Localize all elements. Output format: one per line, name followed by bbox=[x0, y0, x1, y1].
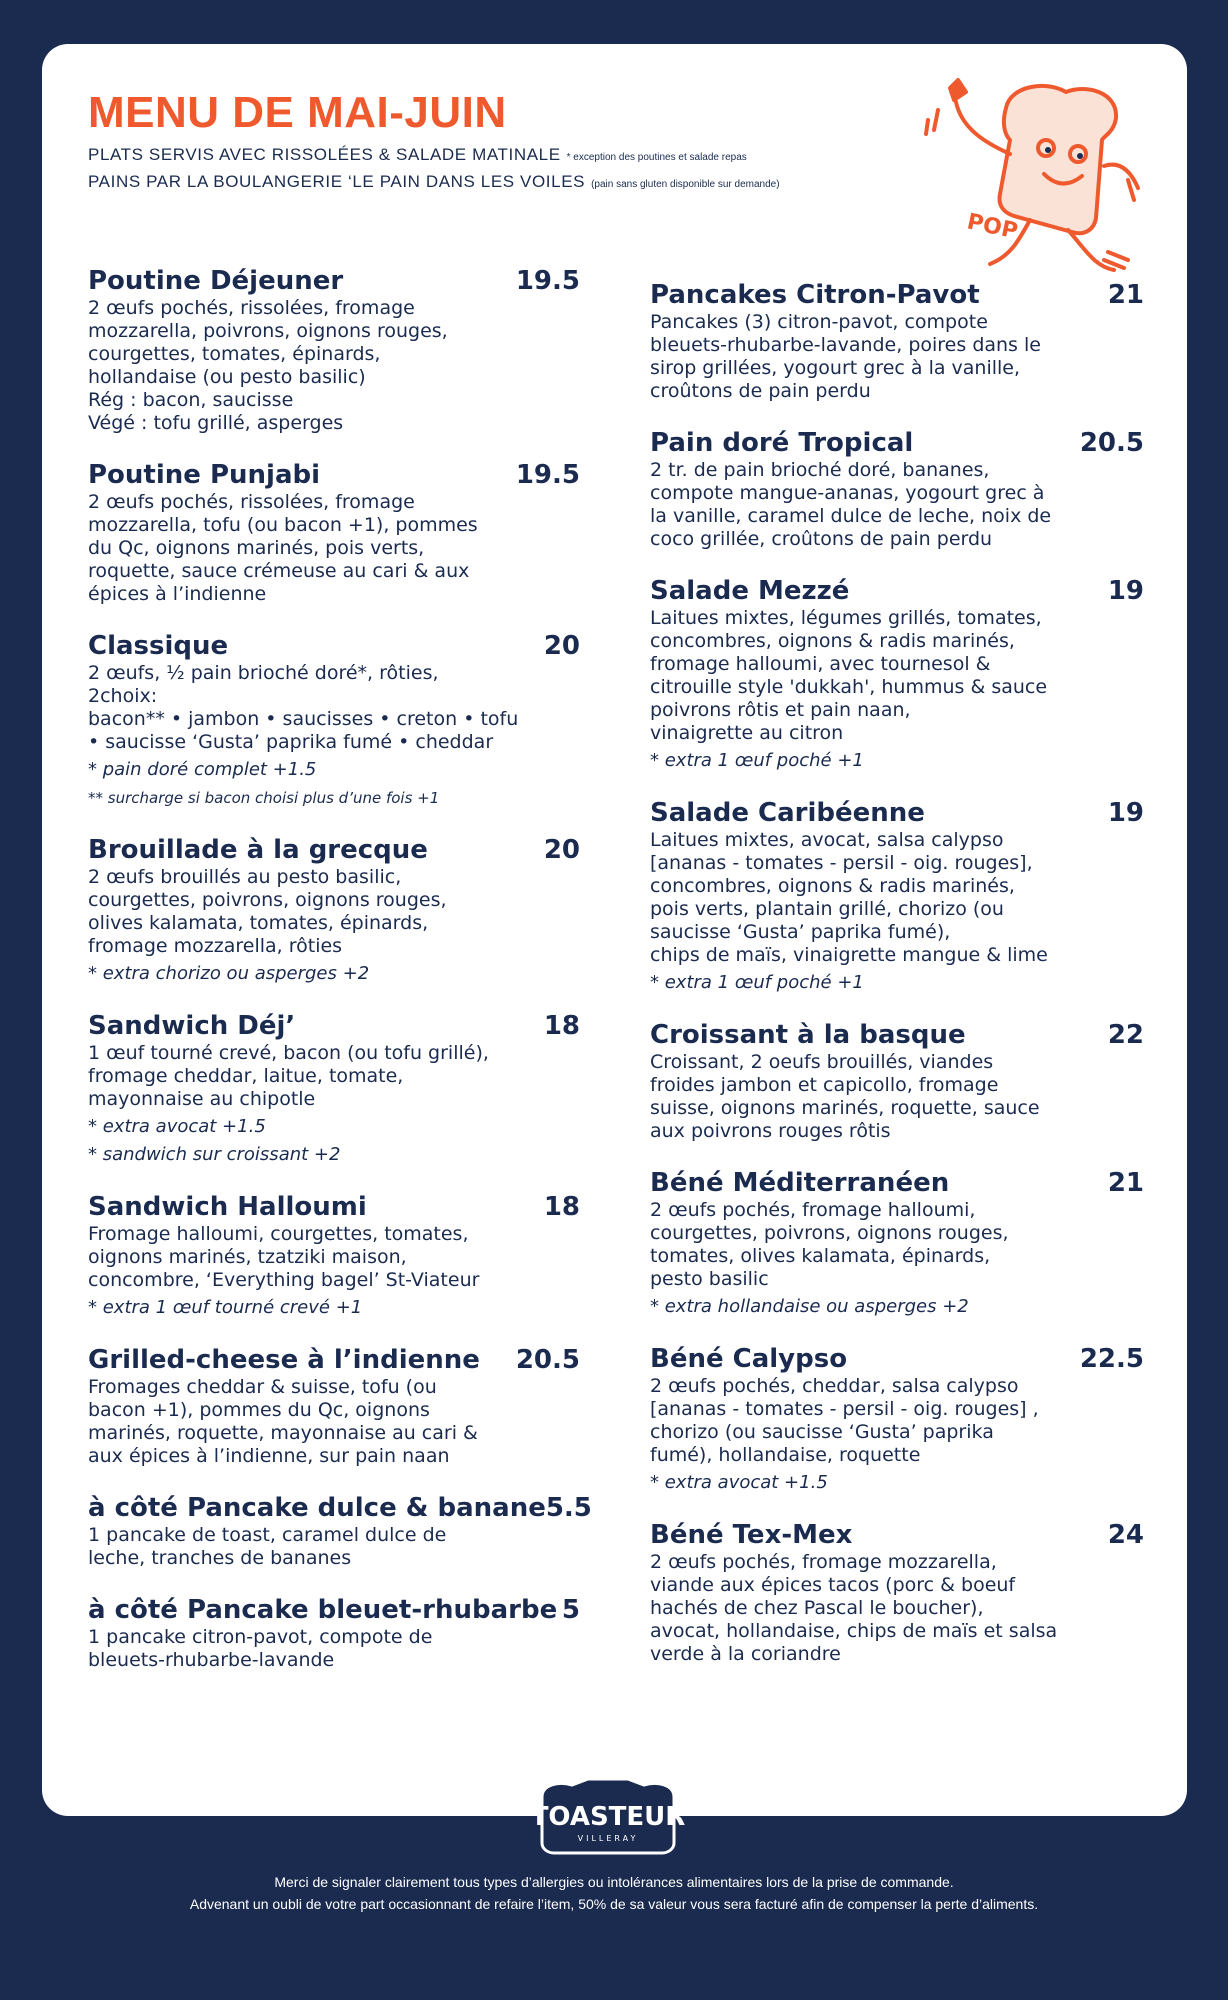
menu-item bbox=[88, 1011, 580, 1167]
description-line: citrouille style 'dukkah', hummus & sauce bbox=[650, 676, 1048, 698]
pop-text: POP bbox=[964, 209, 1020, 245]
menu-item-header bbox=[650, 1020, 1144, 1050]
menu-item bbox=[88, 1192, 580, 1320]
menu-item bbox=[88, 1595, 580, 1672]
menu-item bbox=[650, 576, 1144, 773]
menu-item-footnote: ** surcharge si bacon choisi plus d’une fois +1 bbox=[88, 789, 440, 807]
menu-item-name: Classique bbox=[88, 631, 229, 661]
menu-column-left bbox=[88, 266, 592, 1697]
menu-item-price: 5.5 bbox=[545, 1493, 592, 1523]
menu-item-price: 20.5 bbox=[1079, 428, 1144, 458]
menu-item-description bbox=[88, 1524, 580, 1570]
menu-item bbox=[650, 1344, 1144, 1495]
menu-item-description bbox=[650, 607, 1144, 745]
menu-item-header bbox=[650, 1520, 1144, 1550]
menu-item-name: Sandwich Halloumi bbox=[88, 1192, 367, 1222]
description-line: courgettes, tomates, épinards, bbox=[88, 343, 381, 365]
menu-item bbox=[650, 428, 1144, 551]
menu-item-description bbox=[88, 1042, 580, 1111]
description-line: hollandaise (ou pesto basilic) bbox=[88, 366, 366, 388]
description-line: Croissant, 2 oeufs brouillés, viandes bbox=[650, 1051, 994, 1073]
menu-item-name: Brouillade à la grecque bbox=[88, 835, 428, 865]
subtitle-bakery bbox=[88, 172, 780, 192]
logo-sub: VILLERAY bbox=[577, 1834, 639, 1843]
description-line: verde à la coriandre bbox=[650, 1643, 841, 1665]
description-line: pesto basilic bbox=[650, 1268, 769, 1290]
description-line: Pancakes (3) citron-pavot, compote bbox=[650, 311, 988, 333]
description-line: Rég : bacon, saucisse bbox=[88, 389, 294, 411]
menu-item-description bbox=[650, 1375, 1144, 1467]
description-line: Laitues mixtes, légumes grillés, tomates, bbox=[650, 607, 1042, 629]
description-line: courgettes, poivrons, oignons rouges, bbox=[88, 889, 447, 911]
subtitle-sides-text: PLATS SERVIS AVEC RISSOLÉES & SALADE MATINALE bbox=[88, 145, 561, 164]
menu-item-name: Béné Méditerranéen bbox=[650, 1168, 950, 1198]
menu-item bbox=[650, 1520, 1144, 1666]
description-line: compote mangue-ananas, yogourt grec à bbox=[650, 482, 1045, 504]
menu-item-name: Béné Calypso bbox=[650, 1344, 848, 1374]
menu-item-price: 22.5 bbox=[1079, 1344, 1144, 1374]
description-line: mozzarella, tofu (ou bacon +1), pommes bbox=[88, 514, 478, 536]
menu-item-description bbox=[88, 1626, 580, 1672]
description-line: saucisse ‘Gusta’ paprika fumé), bbox=[650, 921, 951, 943]
description-line: la vanille, caramel dulce de leche, noix de bbox=[650, 505, 1052, 527]
description-line: hachés de chez Pascal le boucher), bbox=[650, 1597, 984, 1619]
description-line: 1 pancake citron-pavot, compote de bbox=[88, 1626, 433, 1648]
description-line: bleuets-rhubarbe-lavande, poires dans le bbox=[650, 334, 1041, 356]
menu-item-header bbox=[88, 631, 580, 661]
menu-item-header bbox=[88, 1345, 580, 1375]
menu-item-note: * pain doré complet +1.5 bbox=[88, 759, 317, 780]
description-line: Végé : tofu grillé, asperges bbox=[88, 412, 344, 434]
menu-item-description bbox=[650, 459, 1144, 551]
menu-item bbox=[650, 798, 1144, 995]
menu-item-name: Béné Tex-Mex bbox=[650, 1520, 853, 1550]
description-line: leche, tranches de bananes bbox=[88, 1547, 352, 1569]
menu-item bbox=[88, 1493, 592, 1570]
menu-item-price: 21 bbox=[1107, 280, 1144, 310]
menu-item-price: 20 bbox=[543, 835, 580, 865]
description-line: bleuets-rhubarbe-lavande bbox=[88, 1649, 335, 1671]
menu-item-name: Salade Caribéenne bbox=[650, 798, 925, 828]
menu-item-name: à côté Pancake dulce & banane bbox=[88, 1493, 546, 1523]
menu-item bbox=[650, 1020, 1144, 1143]
description-line: Fromage halloumi, courgettes, tomates, bbox=[88, 1223, 469, 1245]
menu-item bbox=[88, 266, 580, 435]
menu-item-header bbox=[650, 1168, 1144, 1198]
description-line: courgettes, poivrons, oignons rouges, bbox=[650, 1222, 1009, 1244]
description-line: oignons marinés, tzatziki maison, bbox=[88, 1246, 407, 1268]
description-line: croûtons de pain perdu bbox=[650, 380, 871, 402]
description-line: fromage halloumi, avec tournesol & bbox=[650, 653, 991, 675]
menu-item-description bbox=[88, 297, 580, 435]
description-line: [ananas - tomates - persil - oig. rouges] , bbox=[650, 1398, 1039, 1420]
menu-item-price: 24 bbox=[1107, 1520, 1144, 1550]
menu-item-description bbox=[650, 1551, 1144, 1666]
description-line: suisse, oignons marinés, roquette, sauce bbox=[650, 1097, 1040, 1119]
description-line: roquette, sauce crémeuse au cari & aux bbox=[88, 560, 470, 582]
description-line: 2 œufs brouillés au pesto basilic, bbox=[88, 866, 402, 888]
menu-item-header bbox=[88, 1192, 580, 1222]
description-line: pois verts, plantain grillé, chorizo (ou bbox=[650, 898, 1004, 920]
description-line: 2choix: bbox=[88, 685, 158, 707]
menu-item-note: * extra avocat +1.5 bbox=[88, 1116, 266, 1137]
menu-item-note: * sandwich sur croissant +2 bbox=[88, 1144, 341, 1165]
menu-item-header bbox=[650, 576, 1144, 606]
description-line: chorizo (ou saucisse ‘Gusta’ paprika bbox=[650, 1421, 994, 1443]
menu-item-description bbox=[650, 829, 1144, 967]
description-line: épices à l’indienne bbox=[88, 583, 267, 605]
description-line: concombres, oignons & radis marinés, bbox=[650, 875, 1015, 897]
toast-mascot-icon bbox=[918, 70, 1148, 280]
menu-item-header bbox=[650, 280, 1144, 310]
menu-item-name: Poutine Punjabi bbox=[88, 460, 321, 490]
description-line: 2 œufs pochés, fromage mozzarella, bbox=[650, 1551, 997, 1573]
menu-item-price: 20.5 bbox=[515, 1345, 580, 1375]
menu-item-description bbox=[88, 1376, 580, 1468]
menu-item-price: 19 bbox=[1107, 798, 1144, 828]
menu-item-description bbox=[88, 491, 580, 606]
menu-item-name: à côté Pancake bleuet-rhubarbe bbox=[88, 1595, 558, 1625]
menu-item-price: 22 bbox=[1107, 1020, 1144, 1050]
menu-item bbox=[650, 280, 1144, 403]
description-line: [ananas - tomates - persil - oig. rouges], bbox=[650, 852, 1033, 874]
toasteur-logo bbox=[528, 1775, 688, 1855]
menu-item bbox=[88, 835, 580, 986]
description-line: du Qc, oignons marinés, pois verts, bbox=[88, 537, 425, 559]
menu-item-note: * extra avocat +1.5 bbox=[650, 1472, 828, 1493]
menu-item-note: * extra 1 œuf poché +1 bbox=[650, 750, 864, 771]
menu-item-description bbox=[650, 1051, 1144, 1143]
description-line: froides jambon et capicollo, fromage bbox=[650, 1074, 999, 1096]
description-line: 1 pancake de toast, caramel dulce de bbox=[88, 1524, 447, 1546]
description-line: vinaigrette au citron bbox=[650, 722, 844, 744]
logo-name: TOASTEUR bbox=[530, 1802, 686, 1832]
menu-item-price: 20 bbox=[543, 631, 580, 661]
description-line: fumé), hollandaise, roquette bbox=[650, 1444, 921, 1466]
subtitle-bakery-text: PAINS PAR LA BOULANGERIE ‘LE PAIN DANS LES VOILES bbox=[88, 172, 586, 191]
description-line: 1 œuf tourné crevé, bacon (ou tofu grillé), bbox=[88, 1042, 489, 1064]
subtitle-bakery-note: (pain sans gluten disponible sur demande) bbox=[591, 179, 780, 190]
menu-item-price: 18 bbox=[543, 1011, 580, 1041]
menu-item-name: Salade Mezzé bbox=[650, 576, 850, 606]
menu-item-note: * extra hollandaise ou asperges +2 bbox=[650, 1296, 969, 1317]
menu-item-price: 19.5 bbox=[515, 460, 580, 490]
menu-item bbox=[650, 1168, 1144, 1319]
menu-item-header bbox=[88, 1493, 592, 1523]
description-line: chips de maïs, vinaigrette mangue & lime bbox=[650, 944, 1048, 966]
menu-item-description bbox=[650, 311, 1144, 403]
menu-item-name: Poutine Déjeuner bbox=[88, 266, 344, 296]
menu-item-header bbox=[88, 1595, 580, 1625]
description-line: 2 œufs, ½ pain brioché doré*, rôties, bbox=[88, 662, 439, 684]
menu-item-name: Pancakes Citron-Pavot bbox=[650, 280, 980, 310]
menu-item-header bbox=[650, 798, 1144, 828]
subtitle-sides-note: * exception des poutines et salade repas bbox=[566, 152, 747, 163]
menu-item bbox=[88, 631, 580, 810]
description-line: mozzarella, poivrons, oignons rouges, bbox=[88, 320, 448, 342]
menu-item-name: Croissant à la basque bbox=[650, 1020, 966, 1050]
menu-item-description bbox=[650, 1199, 1144, 1291]
description-line: avocat, hollandaise, chips de maïs et salsa bbox=[650, 1620, 1058, 1642]
menu-item-note: * extra 1 œuf poché +1 bbox=[650, 972, 864, 993]
description-line: 2 œufs pochés, cheddar, salsa calypso bbox=[650, 1375, 1019, 1397]
description-line: aux épices à l’indienne, sur pain naan bbox=[88, 1445, 450, 1467]
description-line: 2 œufs pochés, fromage halloumi, bbox=[650, 1199, 976, 1221]
description-line: bacon +1), pommes du Qc, oignons bbox=[88, 1399, 430, 1421]
menu-title: MENU DE MAI-JUIN bbox=[88, 88, 507, 137]
menu-item-header bbox=[88, 266, 580, 296]
description-line: viande aux épices tacos (porc & boeuf bbox=[650, 1574, 1016, 1596]
menu-item-description bbox=[88, 1223, 580, 1292]
menu-item-header bbox=[88, 1011, 580, 1041]
menu-item-description bbox=[88, 662, 580, 754]
menu-item-price: 5 bbox=[561, 1595, 580, 1625]
description-line: sirop grillées, yogourt grec à la vanille, bbox=[650, 357, 1021, 379]
description-line: • saucisse ‘Gusta’ paprika fumé • cheddar bbox=[88, 731, 494, 753]
menu-item-price: 21 bbox=[1107, 1168, 1144, 1198]
menu-item-note: * extra 1 œuf tourné crevé +1 bbox=[88, 1297, 363, 1318]
description-line: 2 tr. de pain brioché doré, bananes, bbox=[650, 459, 990, 481]
menu-item-price: 18 bbox=[543, 1192, 580, 1222]
description-line: coco grillée, croûtons de pain perdu bbox=[650, 528, 993, 550]
description-line: Fromages cheddar & suisse, tofu (ou bbox=[88, 1376, 437, 1398]
footer-allergy-note: Merci de signaler clairement tous types d’allergies ou intolérances alimentaires lors de la prise de commande. bbox=[274, 1874, 954, 1890]
menu-item bbox=[88, 460, 580, 606]
description-line: concombres, oignons & radis marinés, bbox=[650, 630, 1015, 652]
menu-column-right bbox=[650, 280, 1144, 1691]
description-line: 2 œufs pochés, rissolées, fromage bbox=[88, 491, 415, 513]
menu-item-header bbox=[650, 1344, 1144, 1374]
description-line: Laitues mixtes, avocat, salsa calypso bbox=[650, 829, 1004, 851]
menu-item-name: Pain doré Tropical bbox=[650, 428, 914, 458]
menu-item-header bbox=[88, 460, 580, 490]
subtitle-sides bbox=[88, 145, 747, 165]
footer-fee-note: Advenant un oubli de votre part occasionnant de refaire l’item, 50% de sa valeur vous sera facturé afin de compenser la perte d’aliments. bbox=[189, 1896, 1039, 1912]
description-line: fromage mozzarella, rôties bbox=[88, 935, 343, 957]
menu-item-note: * extra chorizo ou asperges +2 bbox=[88, 963, 370, 984]
description-line: mayonnaise au chipotle bbox=[88, 1088, 316, 1110]
description-line: bacon** • jambon • saucisses • creton • tofu bbox=[88, 708, 519, 730]
description-line: fromage cheddar, laitue, tomate, bbox=[88, 1065, 404, 1087]
menu-item-name: Grilled-cheese à l’indienne bbox=[88, 1345, 480, 1375]
menu-item-header bbox=[650, 428, 1144, 458]
description-line: poivrons rôtis et pain naan, bbox=[650, 699, 911, 721]
description-line: concombre, ‘Everything bagel’ St-Viateur bbox=[88, 1269, 480, 1291]
description-line: marinés, roquette, mayonnaise au cari & bbox=[88, 1422, 478, 1444]
menu-item-description bbox=[88, 866, 580, 958]
menu-item-header bbox=[88, 835, 580, 865]
description-line: olives kalamata, tomates, épinards, bbox=[88, 912, 429, 934]
menu-item-name: Sandwich Déj’ bbox=[88, 1011, 296, 1041]
menu-item bbox=[88, 1345, 580, 1468]
menu-item-price: 19.5 bbox=[515, 266, 580, 296]
description-line: aux poivrons rouges rôtis bbox=[650, 1120, 891, 1142]
description-line: 2 œufs pochés, rissolées, fromage bbox=[88, 297, 415, 319]
description-line: tomates, olives kalamata, épinards, bbox=[650, 1245, 991, 1267]
menu-item-price: 19 bbox=[1107, 576, 1144, 606]
